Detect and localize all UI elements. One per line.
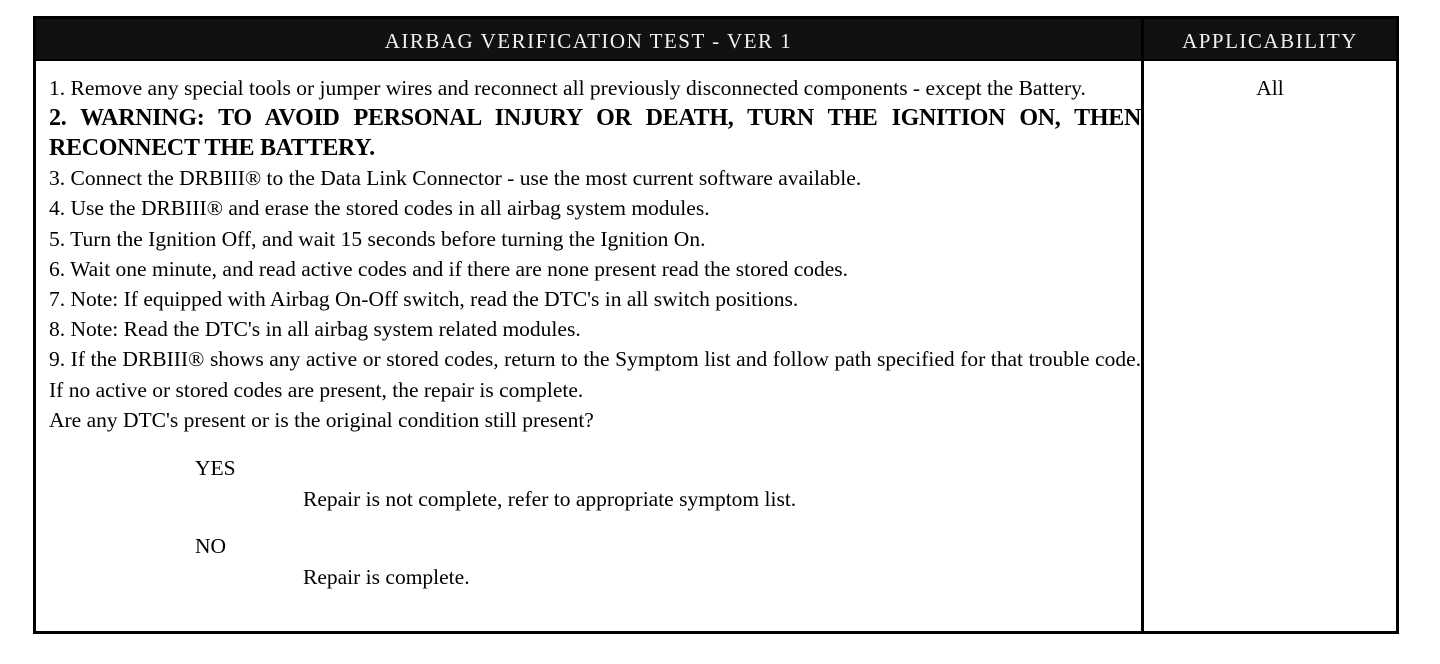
no-answer-text: Repair is complete.: [303, 565, 470, 590]
step-2-warning: 2. WARNING: TO AVOID PERSONAL INJURY OR DEATH, TURN THE IGNITION ON, THEN RECONNECT THE BATTERY.: [49, 105, 1141, 162]
verification-test-table: [33, 16, 1399, 634]
yes-answer-text: Repair is not complete, refer to appropriate symptom list.: [303, 487, 797, 512]
applicability-value: All: [1144, 59, 1396, 631]
step-7: 7. Note: If equipped with Airbag On-Off switch, read the DTC's in all switch positions.: [49, 287, 799, 312]
step-3: 3. Connect the DRBIII® to the Data Link Connector - use the most current software available.: [49, 166, 862, 191]
step-1: 1. Remove any special tools or jumper wires and reconnect all previously disconnected components - except the Battery.: [49, 76, 1086, 100]
step-6: 6. Wait one minute, and read active codes and if there are none present read the stored codes.: [49, 256, 849, 281]
applicability-header: APPLICABILITY: [1144, 19, 1396, 59]
step-8: 8. Note: Read the DTC's in all airbag system related modules.: [49, 317, 581, 342]
table-title: AIRBAG VERIFICATION TEST - VER 1: [36, 19, 1144, 59]
step-9: 9. If the DRBIII® shows any active or stored codes, return to the Symptom list and follow path specified for that trouble code. If no active or stored codes are present, the repair is complete.: [49, 347, 1141, 402]
procedure-steps: [36, 59, 1144, 631]
yes-label: YES: [195, 456, 236, 481]
step-5: 5. Turn the Ignition Off, and wait 15 seconds before turning the Ignition On.: [49, 226, 706, 251]
no-label: NO: [195, 534, 227, 559]
step-4: 4. Use the DRBIII® and erase the stored codes in all airbag system modules.: [49, 196, 710, 221]
question: Are any DTC's present or is the original condition still present?: [49, 407, 594, 432]
